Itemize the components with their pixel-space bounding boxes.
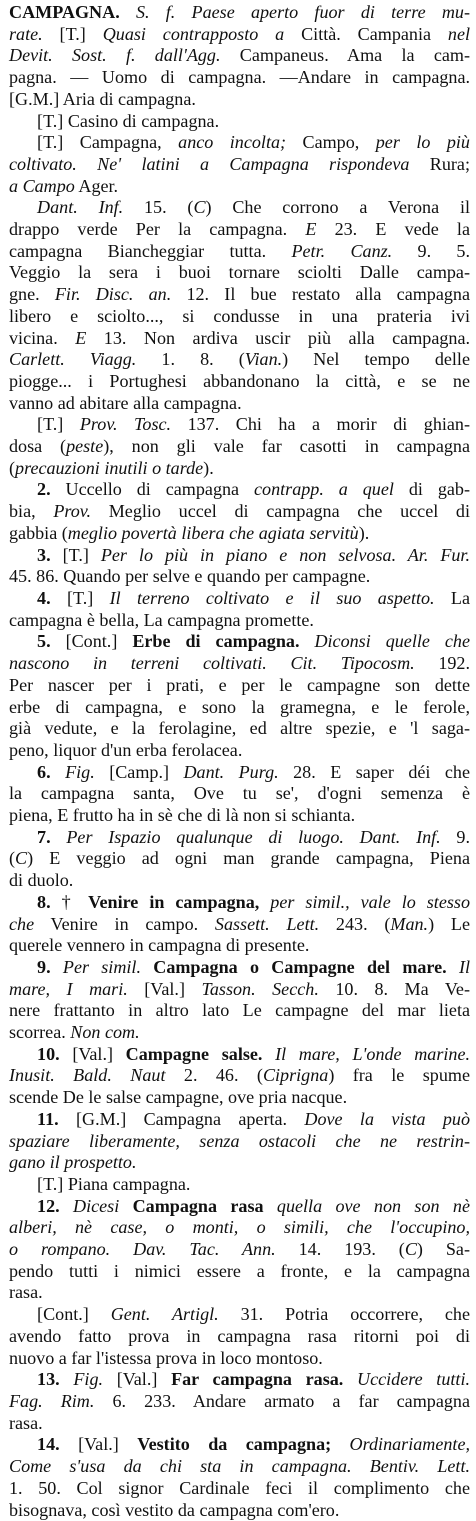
entry-line	[9, 2, 470, 24]
bold-run: 5.	[37, 631, 51, 652]
text-run: ).	[203, 457, 214, 478]
text-run: [Cont.]	[50, 631, 133, 652]
italic-run: nel	[447, 23, 471, 44]
entry-line	[9, 1065, 470, 1087]
entry-line	[9, 262, 470, 284]
text-run: 31. Potria occorrere, che	[218, 1304, 470, 1325]
entry-line	[9, 870, 470, 892]
text-run: 1. 50. Col signor Cardinale feci il complimento che	[9, 1477, 470, 1498]
entry-line	[9, 111, 470, 133]
entry-line	[9, 458, 470, 480]
entry-line	[9, 1348, 470, 1370]
entry-line	[9, 1044, 470, 1066]
entry-line	[9, 1174, 470, 1196]
entry-line	[9, 1022, 470, 1044]
text-run: 13. Non ardiva uscir più alla campagna.	[86, 327, 470, 348]
entry-line	[9, 718, 470, 740]
text-run: scorrea.	[9, 1022, 71, 1043]
entry-line	[9, 1087, 470, 1109]
italic-run: Dant. Inf.	[37, 197, 124, 218]
text-run: 2. 46. (	[165, 1065, 263, 1086]
bold-run: Campagna o Campagne del mare.	[153, 956, 447, 977]
text-run	[141, 957, 153, 977]
italic-run: Per Ispazio qualunque di luogo. Dant. Inf.	[66, 826, 441, 847]
italic-run: Diconsi quelle che	[299, 631, 470, 652]
bold-run: 8.	[37, 891, 51, 912]
text-run: pagna. — Uomo di campagna. —Andare in campagna.	[9, 67, 470, 88]
italic-run: Il terreno coltivato e il suo aspetto.	[109, 587, 435, 608]
text-run: ) Nel tempo delle	[282, 349, 470, 370]
entry-paragraph	[9, 957, 470, 1044]
text-run: piena, E frutto ha in sè che di là non si schianta.	[9, 805, 356, 826]
italic-run: Tasson. Secch.	[201, 978, 319, 999]
entry-paragraph	[9, 1174, 470, 1196]
italic-run: Prov.	[53, 501, 92, 522]
italic-run: Per lo più in piano e non selvosa. Ar. Fur.	[100, 544, 470, 565]
text-run: campagna è bella, La campagna promette.	[9, 609, 314, 630]
entry-paragraph	[9, 1109, 470, 1174]
italic-run: Dove la vista può	[304, 1108, 471, 1129]
text-run	[119, 1196, 132, 1216]
italic-run: per simil., vale lo stesso	[259, 891, 470, 912]
text-run: bia,	[9, 501, 54, 522]
text-run: [T.] Campagna,	[37, 132, 179, 153]
entry-line	[9, 827, 470, 849]
text-run: gne.	[9, 284, 55, 305]
bold-run: Campagna rasa	[132, 1195, 264, 1216]
italic-run: peste	[66, 436, 104, 457]
text-run: Per nascer per i prati, e per le campagne son dette	[9, 674, 470, 695]
entry-paragraph	[9, 827, 470, 892]
text-run: 14. 193. (	[275, 1239, 405, 1260]
text-run: 192.	[414, 653, 470, 674]
entry-line	[9, 1500, 470, 1521]
italic-run: E	[305, 219, 317, 240]
entry-line	[9, 1131, 470, 1153]
entry-line	[9, 935, 470, 957]
entry-paragraph	[9, 414, 470, 479]
text-run: Ager.	[74, 175, 119, 196]
text-run: ) E veggio ad ogni man grande campagna, Piena	[27, 848, 470, 869]
italic-run: rate.	[9, 23, 60, 44]
text-run: [Val.]	[59, 1043, 126, 1064]
text-run	[51, 827, 67, 847]
text-run: 12. Il bue restato alla campagna	[171, 284, 471, 305]
italic-run: meglio povertà libera che agiata servitù	[67, 522, 359, 543]
entry-line	[9, 610, 470, 632]
entry-line	[9, 1326, 470, 1348]
italic-run: Uccidere tutti.	[343, 1369, 470, 1390]
text-run: 6. 233. Andare armato a far campagna	[94, 1391, 470, 1411]
entry-paragraph	[9, 892, 470, 957]
text-run	[51, 957, 63, 977]
entry-line	[9, 219, 470, 241]
italic-run: Fig.	[65, 761, 95, 782]
entry-line	[9, 1391, 470, 1413]
italic-run: o rompano. Dav. Tac. Ann.	[9, 1239, 276, 1260]
entry-line	[9, 1000, 470, 1022]
text-run: pendo tutti i nimici essere a fronte, e la campagna	[9, 1260, 470, 1281]
text-run: [Cont.]	[37, 1304, 111, 1325]
text-run: già vedute, e la ferolagine, ed altre spezie, e 'l saga-	[9, 718, 470, 739]
entry-line	[9, 241, 470, 263]
italic-run: Carlett. Viagg.	[9, 349, 137, 370]
entry-line	[9, 914, 470, 936]
entry-line	[9, 1152, 470, 1174]
entry-paragraph	[9, 1434, 470, 1521]
text-run: Venire in campo.	[34, 913, 215, 934]
text-run: vicina.	[9, 327, 76, 348]
text-run: [Camp.]	[94, 761, 184, 782]
text-run: bisognava, così vestito da campagna com'ero.	[9, 1499, 340, 1520]
entry-line	[9, 154, 470, 176]
entry-line	[9, 1217, 470, 1239]
bold-run: 10.	[37, 1043, 60, 1064]
entry-line	[9, 848, 470, 870]
text-run: (	[9, 457, 16, 478]
entry-line	[9, 783, 470, 805]
bold-run: 2.	[37, 479, 51, 500]
text-run: dosa (	[9, 436, 67, 457]
italic-run: che	[9, 913, 35, 934]
italic-run: C	[15, 848, 28, 869]
entry-paragraph	[9, 1369, 470, 1434]
text-run: [T.]	[59, 23, 103, 44]
entry-line	[9, 414, 470, 436]
entry-line	[9, 1282, 470, 1304]
text-run: La	[434, 587, 470, 608]
text-run: di gab-	[393, 479, 470, 500]
italic-run: Dant. Purg.	[183, 761, 279, 782]
entry-line	[9, 740, 470, 762]
text-run: campagna Biancheggiar tutta.	[9, 240, 292, 261]
italic-run: C	[193, 197, 206, 218]
entry-line	[9, 501, 470, 523]
italic-run: Ciprigna	[262, 1065, 329, 1086]
bold-run: 3.	[37, 544, 51, 565]
italic-run: Il	[446, 956, 471, 977]
text-run: Veggio la sera i buoi tornare sciolti Dalle campa-	[9, 262, 470, 283]
entry-line	[9, 436, 470, 458]
text-run: Città. Campania	[301, 23, 448, 44]
text-run: Uccello di campagna	[50, 479, 254, 500]
text-run: ) fra le spume	[328, 1065, 470, 1086]
text-run: scende De le salse campagne, ove pria nacque.	[9, 1087, 348, 1108]
entry-paragraph	[9, 1044, 470, 1109]
entry-line	[9, 349, 470, 371]
italic-run: Inusit. Bald. Naut	[9, 1065, 166, 1086]
bold-run: CAMPAGNA.	[9, 2, 120, 22]
entry-line	[9, 1434, 470, 1456]
entry-line	[9, 284, 470, 306]
entry-line	[9, 1369, 470, 1391]
italic-run: Gent. Artigl.	[110, 1304, 219, 1325]
entry-paragraph	[9, 1304, 470, 1369]
text-run: ) Le	[428, 913, 470, 934]
italic-run: Fir. Disc. an.	[54, 284, 172, 305]
text-run: ), non gli vale far casotti in campagna	[103, 436, 470, 457]
italic-run: Il mare, L'onde marine.	[262, 1043, 470, 1064]
bold-run: Venire in campagna,	[88, 891, 260, 912]
text-run: querele vennero in campagna di presente.	[9, 935, 310, 956]
text-run: [G.M.] Campagna aperta.	[58, 1108, 305, 1129]
entry-line	[9, 1196, 470, 1218]
text-run: 10. 8. Ma Ve-	[318, 978, 470, 999]
text-run: [Val.]	[103, 1369, 172, 1390]
entry-line	[9, 892, 470, 914]
text-run: peno, liquor d'un erba ferolacea.	[9, 739, 243, 760]
text-run: erbe di campagna, e sono la gramegna, e le ferole,	[9, 696, 470, 717]
entry-paragraph	[9, 588, 470, 631]
text-run: [G.M.] Aria di campagna.	[9, 88, 196, 109]
text-run: rasa.	[9, 1412, 43, 1433]
entry-line	[9, 132, 470, 154]
italic-run: Dicesi	[73, 1195, 120, 1216]
text-run: drappo verde Per la campagna.	[9, 219, 306, 240]
text-run: †	[50, 891, 89, 912]
italic-run: Non com.	[70, 1022, 140, 1043]
italic-run: Quasi contrapposto a	[102, 23, 302, 44]
italic-run: per lo più	[375, 132, 470, 153]
italic-run: precauzioni inutili o tarde	[15, 457, 204, 478]
italic-run: Fag. Rim.	[9, 1391, 95, 1411]
entry-line	[9, 979, 470, 1001]
italic-run: mare, I mari.	[9, 978, 128, 999]
text-run	[51, 762, 65, 782]
text-run: [T.]	[37, 414, 80, 435]
entry-line	[9, 566, 470, 588]
bold-run: 11.	[37, 1108, 59, 1129]
entry-paragraph	[9, 631, 470, 761]
bold-run: 12.	[37, 1195, 60, 1216]
entry-paragraph	[9, 111, 470, 133]
entry-line	[9, 805, 470, 827]
italic-run: a Campo	[9, 175, 75, 196]
text-run: 137. Chi ha a morir di ghian-	[171, 414, 471, 435]
italic-run: Ordinariamente,	[331, 1434, 471, 1455]
entry-line	[9, 957, 470, 979]
italic-run: Devit. Sost. f. dall'Agg.	[9, 45, 221, 66]
entry-line	[9, 1456, 470, 1478]
bold-run: 4.	[37, 587, 51, 608]
entry-line	[9, 631, 470, 653]
entry-line	[9, 588, 470, 610]
italic-run: spaziare liberamente, senza ostacoli che ne restrin-	[9, 1130, 470, 1151]
entry-line	[9, 653, 470, 675]
text-run: 45. 86. Quando per selve e quando per campagne.	[9, 566, 371, 587]
entry-paragraph	[9, 1196, 470, 1305]
italic-run: nascono in terreni coltivati. Cit. Tipocosm.	[9, 653, 415, 674]
entry-line	[9, 89, 470, 111]
bold-run: Campagne salse.	[125, 1043, 263, 1064]
entry-paragraph	[9, 545, 470, 588]
text-run: 9.	[440, 826, 470, 847]
bold-run: 14.	[37, 1434, 60, 1455]
text-run: 243. (	[319, 913, 391, 934]
entry-line	[9, 697, 470, 719]
text-run: [Val.]	[59, 1434, 138, 1455]
entry-line	[9, 1478, 470, 1500]
text-run: libero e sciolto..., si condusse in una prateria ivi	[9, 305, 470, 326]
text-run: [T.] Piana campagna.	[37, 1173, 191, 1194]
entry-line	[9, 1109, 470, 1131]
entry-line	[9, 523, 470, 545]
entry-line	[9, 1261, 470, 1283]
bold-run: 9.	[37, 956, 51, 977]
text-run: ) Che corrono a Verona il	[205, 197, 470, 218]
text-run: [T.]	[50, 544, 101, 565]
bold-run: Far campagna rasa.	[171, 1369, 344, 1390]
bold-run: 13.	[37, 1369, 60, 1390]
italic-run: C	[404, 1239, 417, 1260]
italic-run: Prov. Tosc.	[79, 414, 172, 435]
text-run: Rura;	[409, 153, 470, 174]
text-run: 1. 8. (	[136, 349, 245, 370]
italic-run: Come s'usa da chi sta in campagna. Bentiv. Lett.	[9, 1456, 470, 1477]
text-run: ).	[358, 522, 370, 543]
entry-line	[9, 24, 470, 46]
text-run: 15. (	[123, 197, 194, 218]
entry-paragraph	[9, 197, 470, 414]
entry-line	[9, 197, 470, 219]
entry-line	[9, 1304, 470, 1326]
entry-line	[9, 328, 470, 350]
entry-paragraph	[9, 132, 470, 197]
text-run: [T.]	[50, 587, 110, 608]
text-run: vanno ad abitare alla campagna.	[9, 392, 242, 413]
text-run: [T.] Casino di campagna.	[37, 110, 220, 131]
entry-line	[9, 67, 470, 89]
italic-run: S. f. Paese aperto fuor di terre mu-	[119, 2, 470, 22]
bold-run: Vestito da campagna;	[137, 1434, 332, 1455]
bold-run: Erbe di campagna.	[132, 631, 300, 652]
text-run: Meglio uccel di campagna che uccel di	[91, 501, 471, 522]
entry-line	[9, 45, 470, 67]
text-run: piogge... i Portughesi abbandonano la città, e se ne	[9, 370, 470, 391]
entry-paragraph	[9, 762, 470, 827]
text-run: la campagna santa, Ove tu se', d'ogni semenza è	[9, 783, 470, 804]
entry-line	[9, 1239, 470, 1261]
text-run: 23. E vede la	[316, 219, 470, 240]
italic-run: Sassett. Lett.	[214, 913, 320, 934]
text-run: nuovo a far l'istessa prova in loco montoso.	[9, 1347, 323, 1368]
text-run: rasa.	[9, 1282, 43, 1303]
entry-line	[9, 176, 470, 198]
italic-run: Fig.	[73, 1369, 104, 1390]
entry-line	[9, 762, 470, 784]
entry-line	[9, 1413, 470, 1435]
italic-run: gano il prospetto.	[9, 1152, 137, 1173]
dictionary-entry-campagna	[9, 2, 470, 1521]
italic-run: Per simil.	[62, 956, 141, 977]
text-run: di duolo.	[9, 870, 74, 891]
text-run: gabbia (	[9, 522, 68, 543]
italic-run: Vian.	[244, 349, 283, 370]
entry-line	[9, 675, 470, 697]
text-run	[60, 1369, 74, 1389]
text-run: Campaneus. Ama la cam-	[220, 45, 470, 66]
entry-line	[9, 306, 470, 328]
text-run: ) Sa-	[416, 1239, 470, 1260]
italic-run: coltivato. Ne' latini a Campagna rispondeva	[9, 153, 410, 174]
italic-run: quella ove non son nè	[263, 1195, 470, 1216]
entry-line	[9, 545, 470, 567]
bold-run: 7.	[37, 826, 51, 847]
text-run: Campo,	[286, 132, 376, 153]
italic-run: contrapp. a quel	[254, 479, 394, 500]
italic-run: alberi, nè case, o monti, o simili, che l'occupino,	[9, 1217, 470, 1238]
italic-run: Man.	[390, 913, 429, 934]
text-run: avendo fatto prova in campagna rasa ritorni poi di	[9, 1325, 470, 1346]
text-run: [Val.]	[127, 978, 202, 999]
bold-run: 6.	[37, 761, 51, 782]
entry-line	[9, 393, 470, 415]
entry-line	[9, 479, 470, 501]
text-run: (	[9, 848, 16, 869]
italic-run: anco incolta;	[178, 132, 287, 153]
entry-line	[9, 371, 470, 393]
text-run: 28. E saper déi che	[278, 761, 471, 782]
italic-run: E	[75, 327, 87, 348]
text-run: 9. 5.	[392, 240, 470, 261]
entry-paragraph	[9, 479, 470, 544]
text-run: nere frattanto in altro lato Le campagne del mar lieta	[9, 1000, 470, 1021]
italic-run: Petr. Canz.	[291, 240, 393, 261]
entry-paragraph	[9, 2, 470, 111]
text-run	[60, 1196, 73, 1216]
